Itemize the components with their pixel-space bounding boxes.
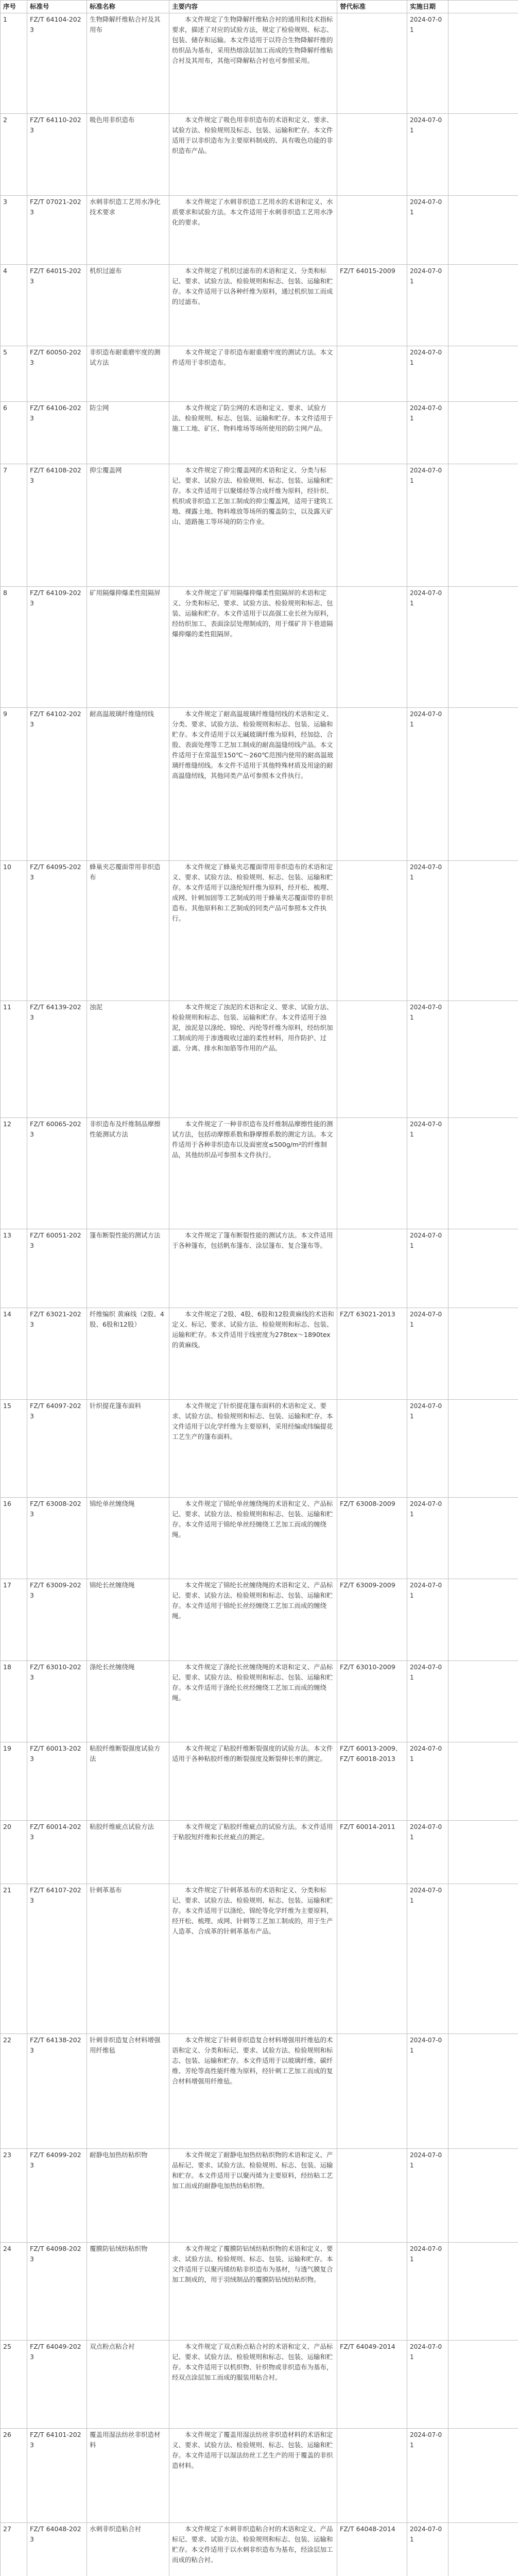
standard-content	[169, 346, 337, 401]
effective-date: 2024-07-01	[407, 1400, 448, 1498]
replaced-standard: FZ/T 63009-2009	[337, 1579, 407, 1660]
standard-content	[169, 1742, 337, 1821]
standard-name: 纤维编织 黄麻线（2股、4股、6股和12股）	[87, 1308, 169, 1400]
row-number: 11	[1, 1001, 27, 1118]
effective-date: 2024-07-01	[407, 1001, 448, 1118]
table-row	[1, 195, 518, 264]
standard-name: 耐静电加热纺粘织物	[87, 2148, 169, 2242]
standard-content-text: 本文件规定了一种非织造布及纤维制品摩擦性能的测试方法，包括动摩擦系数和静摩擦系数的测定方法。本文件适用于各种非织造布以及面密度≤500g/m²的纤维制品，其他纺织品可参照本文件执行。	[172, 1120, 333, 1159]
standard-content	[169, 586, 337, 707]
standard-content-text: 本文件规定了浊泥的术语和定义、要求、试验方法、检验规则和标志、包装、运输和贮存。本文件适用于浊泥，浊泥是以涤纶、锦纶、丙纶等纤维为原料，经纺织加工制成的用于渗透吸收过滤的柔性材料，用作防护、过滤、分离、排水和加筋等作用的产品。	[172, 1003, 333, 1053]
standard-code: FZ/T 64015-2023	[27, 264, 87, 346]
standard-code: FZ/T 64139-2023	[27, 1001, 87, 1118]
effective-date: 2024-07-01	[407, 346, 448, 401]
replaced-standard: FZ/T 64048-2014	[337, 2522, 407, 2576]
row-number: 3	[1, 195, 27, 264]
header-code: 标准号	[27, 1, 87, 13]
standard-content-text: 本文件规定了水刺非织造工艺用水的术语和定义、水质要求和试验方法。本文件适用于水刺非织造工艺用水净化的要求。	[172, 197, 333, 226]
standard-content-text: 本文件规定了防尘网的术语和定义、要求、试验方法、检验规则、标志、包装、运输和贮存。本文件适用于施工工地、矿区、物料堆场等场所使用的防尘网产品。	[172, 403, 333, 432]
table-row	[1, 707, 518, 861]
standard-code: FZ/T 63010-2023	[27, 1660, 87, 1742]
standard-content-text: 本文件规定了覆膜防钻绒纺粘织物的术语和定义、要求、试验方法、检验规则、标志、包装、运输和贮存。本文件适用于以聚丙烯纺粘非织造布为基材，与透气膜复合加工制成的，用于羽绒制品的覆膜防钻绒纺粘织物。	[172, 2245, 333, 2284]
row-spacer	[448, 1118, 518, 1229]
standard-name: 防尘网	[87, 401, 169, 464]
effective-date: 2024-07-01	[407, 1498, 448, 1579]
standard-content	[169, 2429, 337, 2522]
standard-content-text: 本文件规定了针刺非织造复合材料增强用纤维毡的术语和定义、分类和标记、要求、试验方法、检验规则和标志、包装、运输和贮存。本文件适用于以玻璃纤维、碳纤维、芳纶等高性能纤维为原料，经针刺工艺加工而成的复合材料增强用纤维毡。	[172, 2036, 333, 2085]
standard-content	[169, 1308, 337, 1400]
table-row	[1, 1229, 518, 1308]
row-number: 7	[1, 464, 27, 586]
replaced-standard	[337, 1118, 407, 1229]
header-no: 序号	[1, 1, 27, 13]
table-row	[1, 1498, 518, 1579]
row-spacer	[448, 1308, 518, 1400]
standard-content-text: 本文件规定了生物降解纤维粘合衬的通用和技术指标要求，描述了对应的试验方法，规定了检验规则、标志、包装、储存和运输。本文件适用于以符合生物降解纤维的纺织品为基布，采用热熔涂层加工而成的生物降解纤维粘合衬及其用布，其他可降解粘合衬也可参照采用。	[172, 15, 333, 64]
standard-content-text: 本文件规定了耐静电加热纺粘织物的术语和定义、产品标记、要求、试验方法、检验规则、标志、包装、运输和贮存。本文件适用于以聚丙烯为主要原料，经纺粘工艺加工而成的耐静电加热纺粘织物。	[172, 2150, 333, 2190]
replaced-standard: FZ/T 60013-2009、FZ/T 60018-2013	[337, 1742, 407, 1821]
standard-content-text: 本文件规定了蜂巢夹芯覆面带用非织造布的术语和定义、要求、试验方法、检验规则、标志、包装、运输和贮存。本文件适用于以涤纶短纤维为原料，经开松、梳理、成网、针刺加固等工艺制成的用于蜂巢夹芯覆面带的非织造布。其他原料和工艺制成的同类产品可参照本文件执行。	[172, 863, 333, 923]
row-spacer	[448, 401, 518, 464]
standard-name: 矿用隔爆抑爆柔性阻隔屏	[87, 586, 169, 707]
standard-name: 针刺革基布	[87, 1884, 169, 2033]
standard-code: FZ/T 64048-2023	[27, 2522, 87, 2576]
standard-name: 针织提花篷布面料	[87, 1400, 169, 1498]
effective-date: 2024-07-01	[407, 2341, 448, 2429]
table-row	[1, 2033, 518, 2148]
effective-date: 2024-07-01	[407, 13, 448, 114]
standard-code: FZ/T 64097-2023	[27, 1400, 87, 1498]
row-number: 4	[1, 264, 27, 346]
replaced-standard: FZ/T 63008-2009	[337, 1498, 407, 1579]
effective-date: 2024-07-01	[407, 401, 448, 464]
row-spacer	[448, 2148, 518, 2242]
standard-content-text: 本文件规定了耐高温玻璃纤维缝纫线的术语和定义、分类、要求、试验方法、检验规则和标志、包装、运输和贮存。本文件适用于以无碱玻璃纤维为原料，经加捻、合股、表面处理等工艺加工制成的耐高温缝纫线产品。本文件适用于在常温至150℃～260℃范围内使用的耐高温玻璃纤维缝纫线。本文件不适用于其他特殊材质及用途的耐高温缝纫线，其他同类产品可参照本文件执行。	[172, 709, 334, 779]
row-spacer	[448, 1742, 518, 1821]
replaced-standard	[337, 2033, 407, 2148]
standard-content-text: 本文件规定了吸色用非织造布的术语和定义、要求、试验方法、检验规则及标志、包装、运输和贮存。本文件适用于以非织造布为主要原料制成的、具有吸色功能的非织造布产品。	[172, 116, 333, 155]
row-spacer	[448, 1001, 518, 1118]
effective-date: 2024-07-01	[407, 114, 448, 195]
standard-code: FZ/T 63009-2023	[27, 1579, 87, 1660]
row-number: 10	[1, 861, 27, 1001]
replaced-standard: FZ/T 63010-2009	[337, 1660, 407, 1742]
row-spacer	[448, 1498, 518, 1579]
standard-content	[169, 264, 337, 346]
standard-name: 粘胶纤维断裂强度试验方法	[87, 1742, 169, 1821]
standard-code: FZ/T 64109-2023	[27, 586, 87, 707]
effective-date: 2024-07-01	[407, 2033, 448, 2148]
effective-date: 2024-07-01	[407, 264, 448, 346]
replaced-standard: FZ/T 64049-2014	[337, 2341, 407, 2429]
row-spacer	[448, 264, 518, 346]
replaced-standard	[337, 2243, 407, 2341]
row-spacer	[448, 2341, 518, 2429]
row-spacer	[448, 1884, 518, 2033]
standard-content-text: 本文件规定了粘胶纤维断裂强度的试验方法。本文件适用于各种粘胶纤维的断裂强度及断裂伸长率的测定。	[172, 1744, 333, 1762]
replaced-standard	[337, 586, 407, 707]
replaced-standard: FZ/T 64015-2009	[337, 264, 407, 346]
replaced-standard	[337, 2148, 407, 2242]
standard-name: 生物降解纤维粘合衬及其用布	[87, 13, 169, 114]
row-spacer	[448, 346, 518, 401]
standard-content	[169, 1660, 337, 1742]
standard-content	[169, 2033, 337, 2148]
standard-content-text: 本文件规定了锦纶单丝缠绕绳的术语和定义、产品标记、要求、试验方法、检验规则和标志、包装、运输和贮存。本文件适用于锦纶单丝经缠绕工艺加工而成的缠绕绳。	[172, 1500, 333, 1539]
standard-name: 针刺非织造复合材料增强用纤维毡	[87, 2033, 169, 2148]
row-number: 13	[1, 1229, 27, 1308]
row-spacer	[448, 1660, 518, 1742]
standard-code: FZ/T 64095-2023	[27, 861, 87, 1001]
standard-content	[169, 1229, 337, 1308]
replaced-standard	[337, 861, 407, 1001]
standard-content-text: 本文件规定了双点粉点粘合衬的术语和定义、产品标记、要求、试验方法、检验规则和标志、包装、运输和贮存。本文件适用于以机织物、针织物或非织造布为基布，经双点涂层加工而成的服装用粘合衬。	[172, 2343, 333, 2382]
row-number: 24	[1, 2243, 27, 2341]
table-row	[1, 1308, 518, 1400]
table-row	[1, 2522, 518, 2576]
row-number: 15	[1, 1400, 27, 1498]
table-row	[1, 264, 518, 346]
table-row	[1, 2429, 518, 2522]
row-spacer	[448, 1821, 518, 1884]
standard-code: FZ/T 07021-2023	[27, 195, 87, 264]
table-row	[1, 2243, 518, 2341]
effective-date: 2024-07-01	[407, 586, 448, 707]
standard-name: 浊泥	[87, 1001, 169, 1118]
table-row	[1, 586, 518, 707]
standard-content-text: 本文件规定了粘胶纤维疵点的试验方法。本文件适用于粘胶短纤维和长丝疵点的测定。	[172, 1823, 333, 1841]
row-spacer	[448, 2429, 518, 2522]
standard-code: FZ/T 64101-2023	[27, 2429, 87, 2522]
replaced-standard: FZ/T 60014-2011	[337, 1821, 407, 1884]
effective-date: 2024-07-01	[407, 2522, 448, 2576]
standard-content-text: 本文件规定了水刺非织造粘合衬的术语和定义、产品标记、要求、试验方法、检验规则和标志、包装、运输和贮存。本文件适用于以水刺非织造布为基布，经涂层加工而成的粘合衬。	[172, 2524, 333, 2564]
standard-content	[169, 2243, 337, 2341]
row-spacer	[448, 195, 518, 264]
replaced-standard	[337, 1884, 407, 2033]
standard-name: 覆盖用湿法纺丝非织造材料	[87, 2429, 169, 2522]
header-name: 标准名称	[87, 1, 169, 13]
effective-date: 2024-07-01	[407, 2429, 448, 2522]
standard-content-text: 本文件规定了2股、4股、6股和12股黄麻线的术语和定义、标记、要求、试验方法、检验规则和标志、包装、运输和贮存。本文件适用于线密度为278tex～1890tex的黄麻线。	[172, 1310, 334, 1349]
standard-name: 非织造布耐重磨牢度的测试方法	[87, 346, 169, 401]
standard-content	[169, 1118, 337, 1229]
row-number: 20	[1, 1821, 27, 1884]
standard-content	[169, 1579, 337, 1660]
standard-content	[169, 13, 337, 114]
standard-content	[169, 861, 337, 1001]
row-number: 25	[1, 2341, 27, 2429]
standard-code: FZ/T 64098-2023	[27, 2243, 87, 2341]
row-number: 16	[1, 1498, 27, 1579]
standard-content	[169, 195, 337, 264]
row-number: 18	[1, 1660, 27, 1742]
standard-content	[169, 1001, 337, 1118]
effective-date: 2024-07-01	[407, 1229, 448, 1308]
standard-code: FZ/T 60051-2023	[27, 1229, 87, 1308]
table-row	[1, 1001, 518, 1118]
table-row	[1, 1884, 518, 2033]
row-spacer	[448, 861, 518, 1001]
table-row	[1, 13, 518, 114]
standard-content-text: 本文件规定了针刺革基布的术语和定义、分类和标记、要求、试验方法、检验规则、标志、包装、运输和贮存。本文件适用于以涤纶、锦纶等化学纤维为主要原料，经开松、梳理、成网、针刺等工艺加工制成的，用于生产人造革、合成革的针刺革基布产品。	[172, 1886, 333, 1936]
standard-code: FZ/T 63021-2023	[27, 1308, 87, 1400]
row-number: 9	[1, 707, 27, 861]
table-row	[1, 2341, 518, 2429]
standard-content-text: 本文件规定了抑尘覆盖网的术语和定义、分类与标记、要求、试验方法、检验规则、标志、包装、运输和贮存。本文件适用于以聚烯烃等合成纤维为原料，经针织、机织或非织造工艺加工制成的抑尘覆盖网，适用于建筑工地、裸露土地、物料堆放等场所的覆盖防尘，以及露天矿山、道路施工等环境的防尘作业。	[172, 466, 333, 526]
header-replaced: 替代标准	[337, 1, 407, 13]
row-spacer	[448, 2243, 518, 2341]
table-row	[1, 346, 518, 401]
row-number: 21	[1, 1884, 27, 2033]
replaced-standard: FZ/T 63021-2013	[337, 1308, 407, 1400]
standard-name: 粘胶纤维疵点试验方法	[87, 1821, 169, 1884]
row-number: 23	[1, 2148, 27, 2242]
table-row	[1, 2148, 518, 2242]
table-row	[1, 401, 518, 464]
row-spacer	[448, 1400, 518, 1498]
standard-name: 抑尘覆盖网	[87, 464, 169, 586]
row-spacer	[448, 1229, 518, 1308]
standard-name: 双点粉点粘合衬	[87, 2341, 169, 2429]
replaced-standard	[337, 464, 407, 586]
standard-name: 蜂巢夹芯覆面带用非织造布	[87, 861, 169, 1001]
standard-code: FZ/T 60065-2023	[27, 1118, 87, 1229]
standard-content	[169, 2148, 337, 2242]
row-number: 17	[1, 1579, 27, 1660]
row-number: 12	[1, 1118, 27, 1229]
standard-content	[169, 707, 337, 861]
standard-code: FZ/T 64107-2023	[27, 1884, 87, 2033]
row-spacer	[448, 464, 518, 586]
effective-date: 2024-07-01	[407, 1308, 448, 1400]
row-number: 19	[1, 1742, 27, 1821]
standard-content	[169, 1884, 337, 2033]
table-row	[1, 1118, 518, 1229]
effective-date: 2024-07-01	[407, 1660, 448, 1742]
effective-date: 2024-07-01	[407, 707, 448, 861]
replaced-standard	[337, 1400, 407, 1498]
effective-date: 2024-07-01	[407, 1579, 448, 1660]
table-row	[1, 1660, 518, 1742]
standard-name: 篷布断裂性能的测试方法	[87, 1229, 169, 1308]
row-spacer	[448, 1579, 518, 1660]
table-row	[1, 464, 518, 586]
standard-content-text: 本文件规定了机织过滤布的术语和定义、分类和标记、要求、试验方法、检验规则和标志、包装、运输和贮存。本文件适用于以各种纤维为原料，通过机织加工而成的过滤布。	[172, 266, 333, 306]
standard-content	[169, 401, 337, 464]
effective-date: 2024-07-01	[407, 464, 448, 586]
standard-name: 锦纶单丝缠绕绳	[87, 1498, 169, 1579]
replaced-standard	[337, 13, 407, 114]
standard-content-text: 本文件规定了涤纶长丝缠绕绳的术语和定义、产品标记、要求、试验方法、检验规则和标志、包装、运输和贮存。本文件适用于涤纶长丝经缠绕工艺加工而成的缠绕绳。	[172, 1663, 333, 1702]
standard-code: FZ/T 60050-2023	[27, 346, 87, 401]
standard-content-text: 本文件规定了篷布断裂性能的测试方法。本文件适用于各种篷布，包括帆布篷布、涂层篷布、复合篷布等。	[172, 1231, 333, 1249]
standard-content-text: 本文件规定了非织造布耐重磨牢度的测试方法。本文件适用于非织造布。	[172, 348, 333, 366]
standard-name: 机织过滤布	[87, 264, 169, 346]
header-spacer	[448, 1, 518, 13]
effective-date: 2024-07-01	[407, 1742, 448, 1821]
replaced-standard	[337, 2429, 407, 2522]
row-spacer	[448, 2033, 518, 2148]
replaced-standard	[337, 346, 407, 401]
standard-code: FZ/T 64138-2023	[27, 2033, 87, 2148]
standard-code: FZ/T 64104-2023	[27, 13, 87, 114]
replaced-standard	[337, 1001, 407, 1118]
standard-content	[169, 1821, 337, 1884]
row-number: 26	[1, 2429, 27, 2522]
row-spacer	[448, 586, 518, 707]
standard-code: FZ/T 64108-2023	[27, 464, 87, 586]
effective-date: 2024-07-01	[407, 2243, 448, 2341]
table-row	[1, 114, 518, 195]
row-number: 27	[1, 2522, 27, 2576]
standard-content	[169, 1498, 337, 1579]
row-spacer	[448, 707, 518, 861]
table-body	[1, 13, 518, 2576]
standard-content-text: 本文件规定了针织提花篷布面料的术语和定义、要求、试验方法、检验规则和标志、包装、运输和贮存。本文件适用于以化学纤维为主要原料，采用经编或纬编提花工艺生产的篷布面料。	[172, 1402, 333, 1441]
row-number: 22	[1, 2033, 27, 2148]
effective-date: 2024-07-01	[407, 1821, 448, 1884]
standard-name: 吸色用非织造布	[87, 114, 169, 195]
replaced-standard	[337, 1229, 407, 1308]
row-spacer	[448, 2522, 518, 2576]
table-row	[1, 1579, 518, 1660]
standard-code: FZ/T 64099-2023	[27, 2148, 87, 2242]
table-row	[1, 1400, 518, 1498]
row-number: 8	[1, 586, 27, 707]
standard-code: FZ/T 64106-2023	[27, 401, 87, 464]
standard-name: 覆膜防钻绒纺粘织物	[87, 2243, 169, 2341]
standard-name: 水刺非织造粘合衬	[87, 2522, 169, 2576]
row-number: 2	[1, 114, 27, 195]
standard-name: 水刺非织造工艺用水净化技术要求	[87, 195, 169, 264]
effective-date: 2024-07-01	[407, 195, 448, 264]
standard-content-text: 本文件规定了矿用隔爆抑爆柔性阻隔屏的术语和定义、分类和标记、要求、试验方法、检验规则和标志、包装、运输和贮存。本文件适用于以高强工业长丝为原料，经纺织加工、表面涂层处理制成的，用于煤矿井下巷道隔爆抑爆的柔性阻隔屏。	[172, 588, 333, 638]
replaced-standard	[337, 707, 407, 861]
standard-code: FZ/T 60014-2023	[27, 1821, 87, 1884]
standard-name: 锦纶长丝缠绕绳	[87, 1579, 169, 1660]
standard-content	[169, 1400, 337, 1498]
standard-code: FZ/T 60013-2023	[27, 1742, 87, 1821]
standard-content	[169, 464, 337, 586]
row-number: 1	[1, 13, 27, 114]
standard-content-text: 本文件规定了覆盖用湿法纺丝非织造材料的术语和定义、要求、试验方法、检验规则、标志、包装、运输和贮存。本文件适用于以湿法纺丝工艺生产的用于覆盖的非织造材料。	[172, 2431, 333, 2470]
row-number: 5	[1, 346, 27, 401]
row-spacer	[448, 114, 518, 195]
standard-content	[169, 2341, 337, 2429]
table-row	[1, 861, 518, 1001]
row-number: 14	[1, 1308, 27, 1400]
replaced-standard	[337, 195, 407, 264]
row-spacer	[448, 13, 518, 114]
effective-date: 2024-07-01	[407, 2148, 448, 2242]
standard-code: FZ/T 64110-2023	[27, 114, 87, 195]
row-number: 6	[1, 401, 27, 464]
standard-content	[169, 2522, 337, 2576]
header-row	[1, 1, 518, 13]
standard-content-text: 本文件规定了锦纶长丝缠绕绳的术语和定义、产品标记、要求、试验方法、检验规则和标志、包装、运输和贮存。本文件适用于锦纶长丝经缠绕工艺加工而成的缠绕绳。	[172, 1581, 333, 1620]
standard-code: FZ/T 64049-2023	[27, 2341, 87, 2429]
standard-code: FZ/T 63008-2023	[27, 1498, 87, 1579]
table-row	[1, 1742, 518, 1821]
standard-name: 耐高温玻璃纤维缝纫线	[87, 707, 169, 861]
effective-date: 2024-07-01	[407, 1118, 448, 1229]
header-date: 实施日期	[407, 1, 448, 13]
standard-content	[169, 114, 337, 195]
effective-date: 2024-07-01	[407, 1884, 448, 2033]
standard-name: 涤纶长丝缠绕绳	[87, 1660, 169, 1742]
standard-name: 非织造布及纤维制品摩擦性能测试方法	[87, 1118, 169, 1229]
header-content: 主要内容	[169, 1, 337, 13]
effective-date: 2024-07-01	[407, 861, 448, 1001]
replaced-standard	[337, 114, 407, 195]
table-row	[1, 1821, 518, 1884]
replaced-standard	[337, 401, 407, 464]
standard-code: FZ/T 64102-2023	[27, 707, 87, 861]
